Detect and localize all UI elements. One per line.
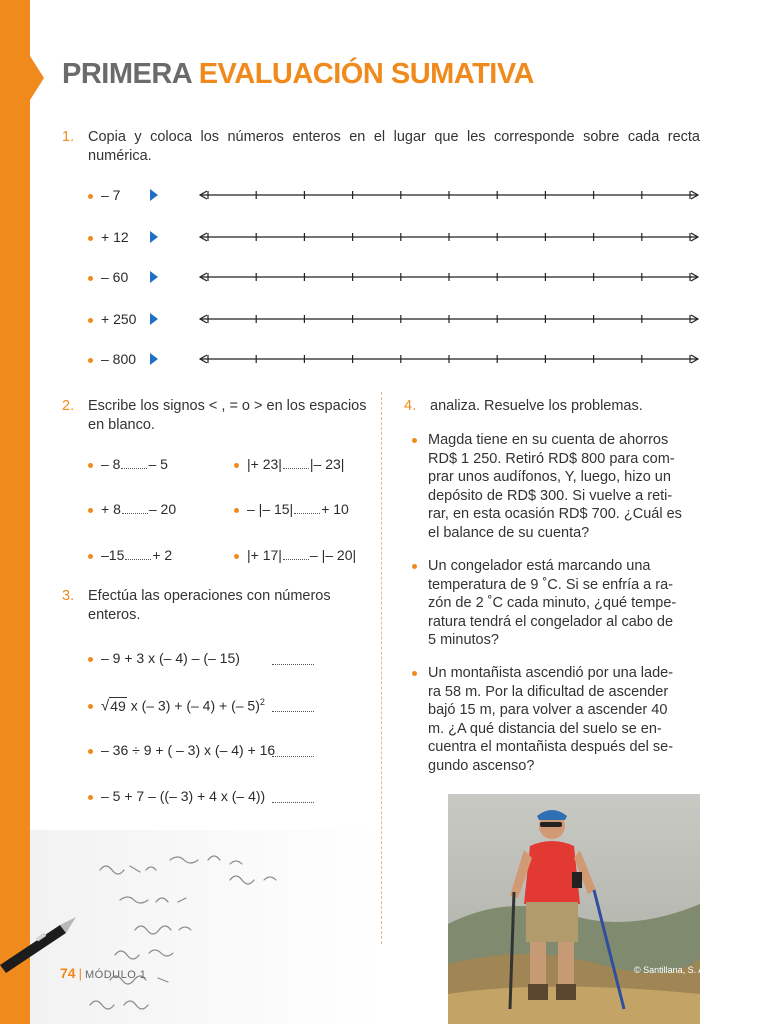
question-1 (62, 128, 702, 166)
number-line-row (88, 308, 700, 330)
photo-credit: © Santillana, S. A. (634, 965, 707, 975)
question-number: 2. (62, 398, 75, 414)
module-label: MÓDULO 1 (84, 969, 147, 981)
question-3 (62, 587, 372, 625)
number-line-value: + 12 (101, 229, 129, 245)
number-line[interactable] (198, 188, 700, 202)
question-4 (404, 397, 704, 416)
answer-line[interactable] (272, 711, 314, 712)
problem-item: Magda tiene en su cuenta de ahorros RD$ 1 250. Retiró RD$ 800 para com- prar unos audífonos, Y, luego, hizo un depósito de RD$ 300. Si vuelve a reti- rar, en esta ocasión RD$ 700. ¿Cuál es el balance de su cuenta? (428, 431, 700, 543)
number-line[interactable] (198, 352, 700, 366)
question-number: 3. (62, 588, 75, 604)
question-number: 1. (62, 129, 75, 145)
bullet-icon (88, 657, 93, 662)
bullet-icon (88, 554, 93, 559)
bullet-icon (412, 438, 417, 443)
bullet-icon (412, 671, 417, 676)
answer-blank[interactable] (122, 512, 148, 514)
question-number: 4. (404, 398, 417, 414)
bullet-icon (88, 318, 93, 323)
number-line-row (88, 348, 700, 370)
play-arrow-icon (150, 231, 158, 243)
title-part1: PRIMERA (62, 58, 192, 90)
question-text: Escribe los signos < , = o > en los espacios en blanco. (88, 398, 367, 433)
number-line-value: – 60 (101, 269, 129, 285)
answer-blank[interactable] (283, 558, 309, 560)
problem-item: Un congelador está marcando una temperatura de 9 ˚C. Si se enfría a ra- zón de 2 ˚C cada minuto, ¿qué tempe- ratura tendrá el congelador al cabo de 5 minutos? (428, 557, 700, 650)
bullet-icon (88, 236, 93, 241)
sqrt-value: 49 (110, 697, 126, 714)
bullet-icon (234, 554, 239, 559)
answer-blank[interactable] (125, 558, 151, 560)
number-line-row (88, 226, 700, 248)
answer-line[interactable] (272, 802, 314, 803)
square-root-icon: √ (101, 697, 110, 715)
comparison-item: |+ 23| |– 23| (234, 456, 344, 472)
question-text: Efectúa las operaciones con números enteros. (88, 588, 331, 623)
number-line-row (88, 184, 700, 206)
bullet-icon (88, 276, 93, 281)
operation-item: – 5 + 7 – ((– 3) + 4 x (– 4)) (88, 788, 265, 804)
bullet-icon (88, 749, 93, 754)
answer-blank[interactable] (283, 467, 309, 469)
play-arrow-icon (150, 313, 158, 325)
number-line-value: – 800 (101, 351, 137, 367)
operation-item: – 36 ÷ 9 + ( – 3) x (– 4) + 16 (88, 742, 275, 758)
number-line-row (88, 266, 700, 288)
comparison-item: – |– 15| + 10 (234, 501, 349, 517)
page-footer (60, 965, 146, 981)
problem-item: Un montañista ascendió por una lade- ra 58 m. Por la dificultad de ascender bajó 15 m, para volver a ascender 40 m. ¿A qué distancia del suelo se en- cuentra el montañista después del se- gundo ascenso? (428, 664, 700, 776)
comparison-item: + 8 – 20 (88, 501, 176, 517)
number-line[interactable] (198, 230, 700, 244)
answer-line[interactable] (272, 756, 314, 757)
question-2 (62, 397, 372, 435)
title-tab-marker (30, 56, 44, 100)
hiker-illustration (448, 794, 700, 1024)
play-arrow-icon (150, 271, 158, 283)
column-divider (381, 392, 382, 944)
bullet-icon (412, 564, 417, 569)
bullet-icon (88, 704, 93, 709)
play-arrow-icon (150, 353, 158, 365)
title-part2: EVALUACIÓN SUMATIVA (198, 58, 534, 90)
comparison-item: |+ 17| – |– 20| (234, 547, 356, 563)
bullet-icon (88, 358, 93, 363)
answer-line[interactable] (272, 664, 314, 665)
bullet-icon (88, 463, 93, 468)
number-line-value: + 250 (101, 311, 137, 327)
bullet-icon (234, 463, 239, 468)
number-line-value: – 7 (101, 187, 121, 203)
play-arrow-icon (150, 189, 158, 201)
question-text: analiza. Resuelve los problemas. (430, 398, 643, 414)
hiker-photo (448, 794, 700, 1024)
comparison-item: – 8 – 5 (88, 456, 168, 472)
operation-item: – 9 + 3 x (– 4) – (– 15) (88, 650, 240, 666)
comparison-item: –15 + 2 (88, 547, 172, 563)
answer-blank[interactable] (121, 467, 147, 469)
exponent: 2 (259, 697, 265, 707)
page-title (62, 58, 534, 91)
number-line[interactable] (198, 312, 700, 326)
bullet-icon (234, 508, 239, 513)
question-text: Copia y coloca los números enteros en el lugar que les corresponde sobre cada recta numérica. (88, 129, 700, 164)
number-line[interactable] (198, 270, 700, 284)
footer-separator: | (78, 966, 82, 981)
bullet-icon (88, 194, 93, 199)
bullet-icon (88, 795, 93, 800)
page-number: 74 (60, 965, 76, 981)
bullet-icon (88, 508, 93, 513)
operation-item: √49 x (– 3) + (– 4) + (– 5)$^2$ (88, 697, 265, 715)
answer-blank[interactable] (294, 512, 320, 514)
